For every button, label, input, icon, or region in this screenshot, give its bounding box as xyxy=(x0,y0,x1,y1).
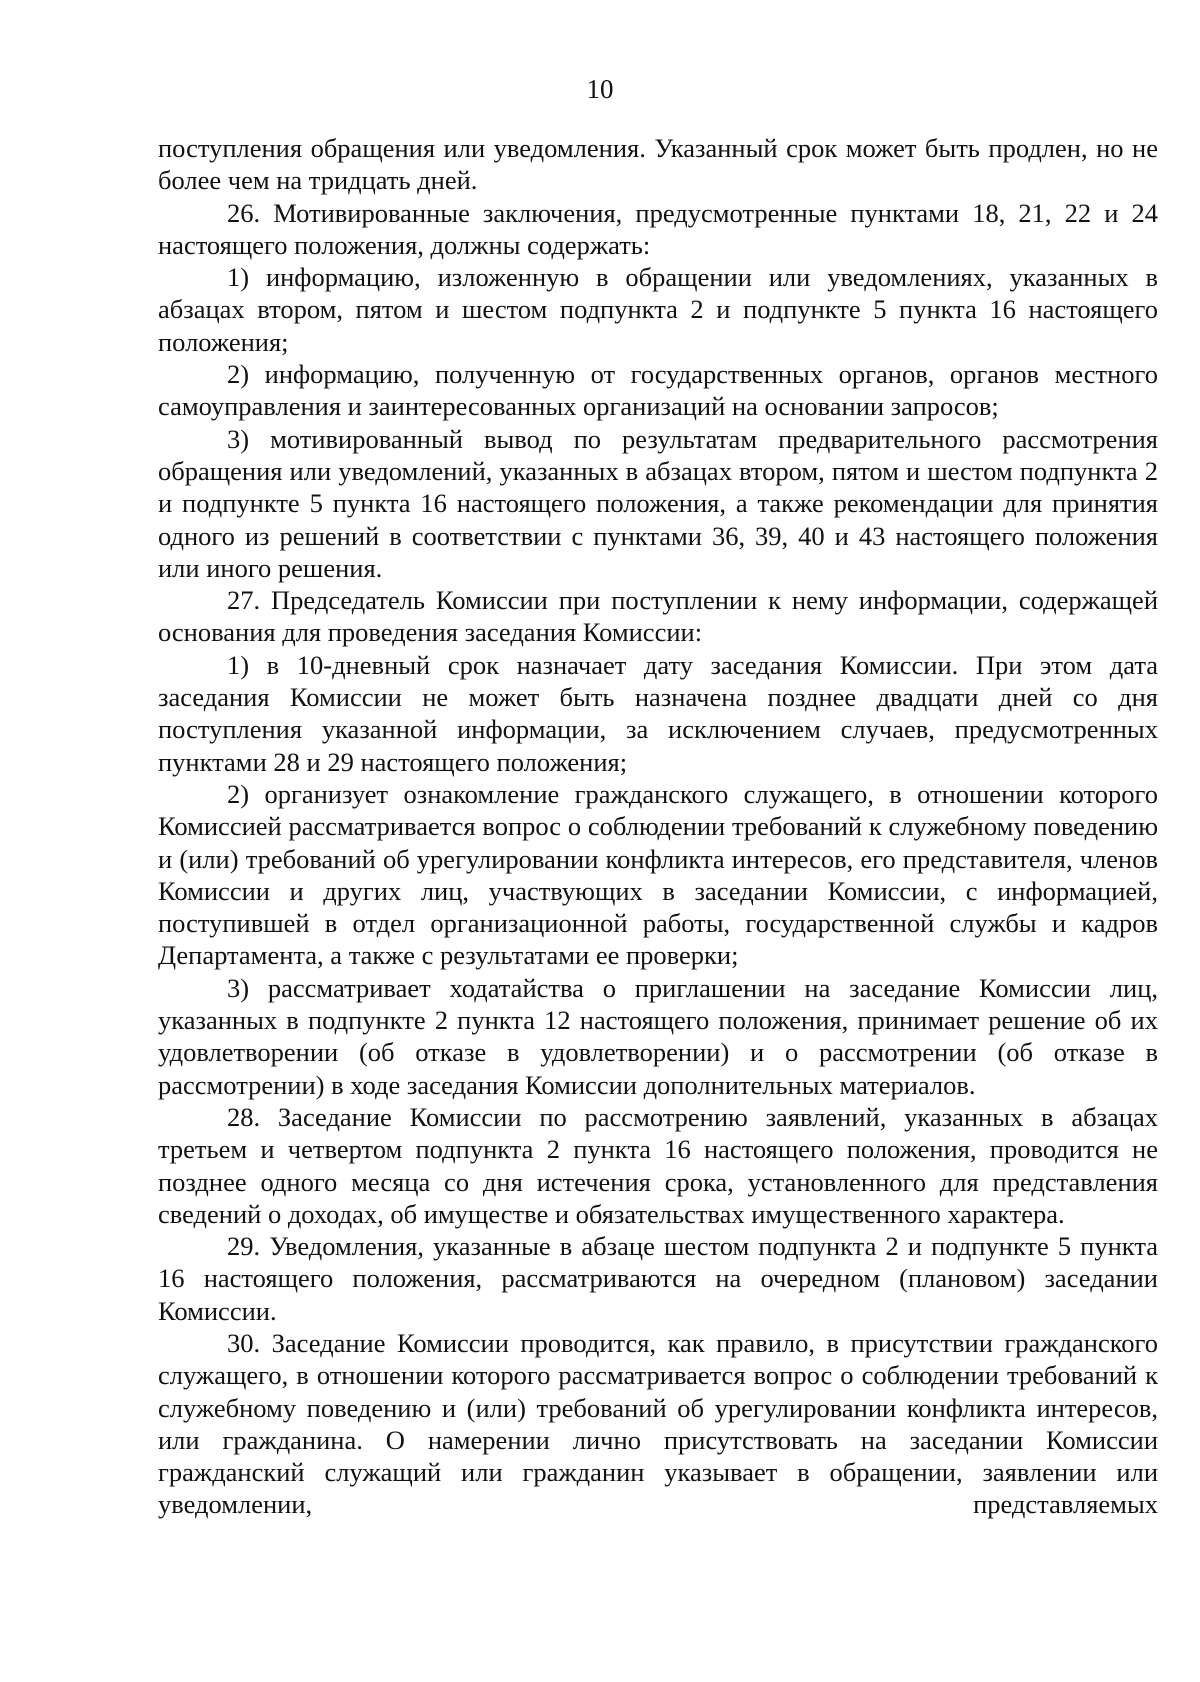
paragraph-continuation: поступления обращения или уведомления. Указанный срок может быть продлен, но не более чем на тридцать дней. xyxy=(158,133,1158,196)
paragraph-26-item-1: 1) информацию, изложенную в обращении или уведомлениях, указанных в абзацах втором, пятом и шестом подпункта 2 и подпункте 5 пункта 16 настоящего положения; xyxy=(158,262,1158,357)
paragraph-29: 29. Уведомления, указанные в абзаце шестом подпункта 2 и подпункте 5 пункта 16 настоящего положения, рассматриваются на очередном (плановом) заседании Комиссии. xyxy=(158,1231,1158,1326)
page-number: 10 xyxy=(586,74,614,104)
document-body xyxy=(158,132,1158,1521)
paragraph-26-item-3: 3) мотивированный вывод по результатам предварительного рассмотрения обращения или уведомлений, указанных в абзацах втором, пятом и шестом подпункта 2 и подпункте 5 пункта 16 настоящего положения, а также рекомендации для принятия одного из решений в соответствии с пунктами 36, 39, 40 и 43 настоящего положения или иного решения. xyxy=(158,423,1158,583)
paragraph-27-item-2: 2) организует ознакомление гражданского служащего, в отношении которого Комиссией рассматривается вопрос о соблюдении требований к служебному поведению и (или) требований об урегулировании конфликта интересов, его представителя, членов Комиссии и других лиц, участвующих в заседании Комиссии, с информацией, поступившей в отдел организационной работы, государственной службы и кадров Департамента, а также с результатами ее проверки; xyxy=(158,778,1158,971)
paragraph-26: 26. Мотивированные заключения, предусмотренные пунктами 18, 21, 22 и 24 настоящего положения, должны содержать: xyxy=(158,197,1158,260)
paragraph-28: 28. Заседание Комиссии по рассмотрению заявлений, указанных в абзацах третьем и четвертом подпункта 2 пункта 16 настоящего положения, проводится не позднее одного месяца со дня истечения срока, установленного для представления сведений о доходах, об имуществе и обязательствах имущественного характера. xyxy=(158,1101,1158,1229)
paragraph-27-item-1: 1) в 10-дневный срок назначает дату заседания Комиссии. При этом дата заседания Комиссии не может быть назначена позднее двадцати дней со дня поступления указанной информации, за исключением случаев, предусмотренных пунктами 28 и 29 настоящего положения; xyxy=(158,649,1158,777)
paragraph-27: 27. Председатель Комиссии при поступлении к нему информации, содержащей основания для проведения заседания Комиссии: xyxy=(158,585,1158,648)
paragraph-30: 30. Заседание Комиссии проводится, как правило, в присутствии гражданского служащего, в отношении которого рассматривается вопрос о соблюдении требований к служебному поведению и (или) требований об урегулировании конфликта интересов, или гражданина. О намерении лично присутствовать на заседании Комиссии гражданский служащий или гражданин указывает в обращении, заявлении или уведомлении, представляемых xyxy=(158,1327,1158,1520)
paragraph-27-item-3: 3) рассматривает ходатайства о приглашении на заседание Комиссии лиц, указанных в подпункте 2 пункта 12 настоящего положения, принимает решение об их удовлетворении (об отказе в удовлетворении) и о рассмотрении (об отказе в рассмотрении) в ходе заседания Комиссии дополнительных материалов. xyxy=(158,972,1158,1100)
paragraph-26-item-2: 2) информацию, полученную от государственных органов, органов местного самоуправления и заинтересованных организаций на основании запросов; xyxy=(158,359,1158,422)
